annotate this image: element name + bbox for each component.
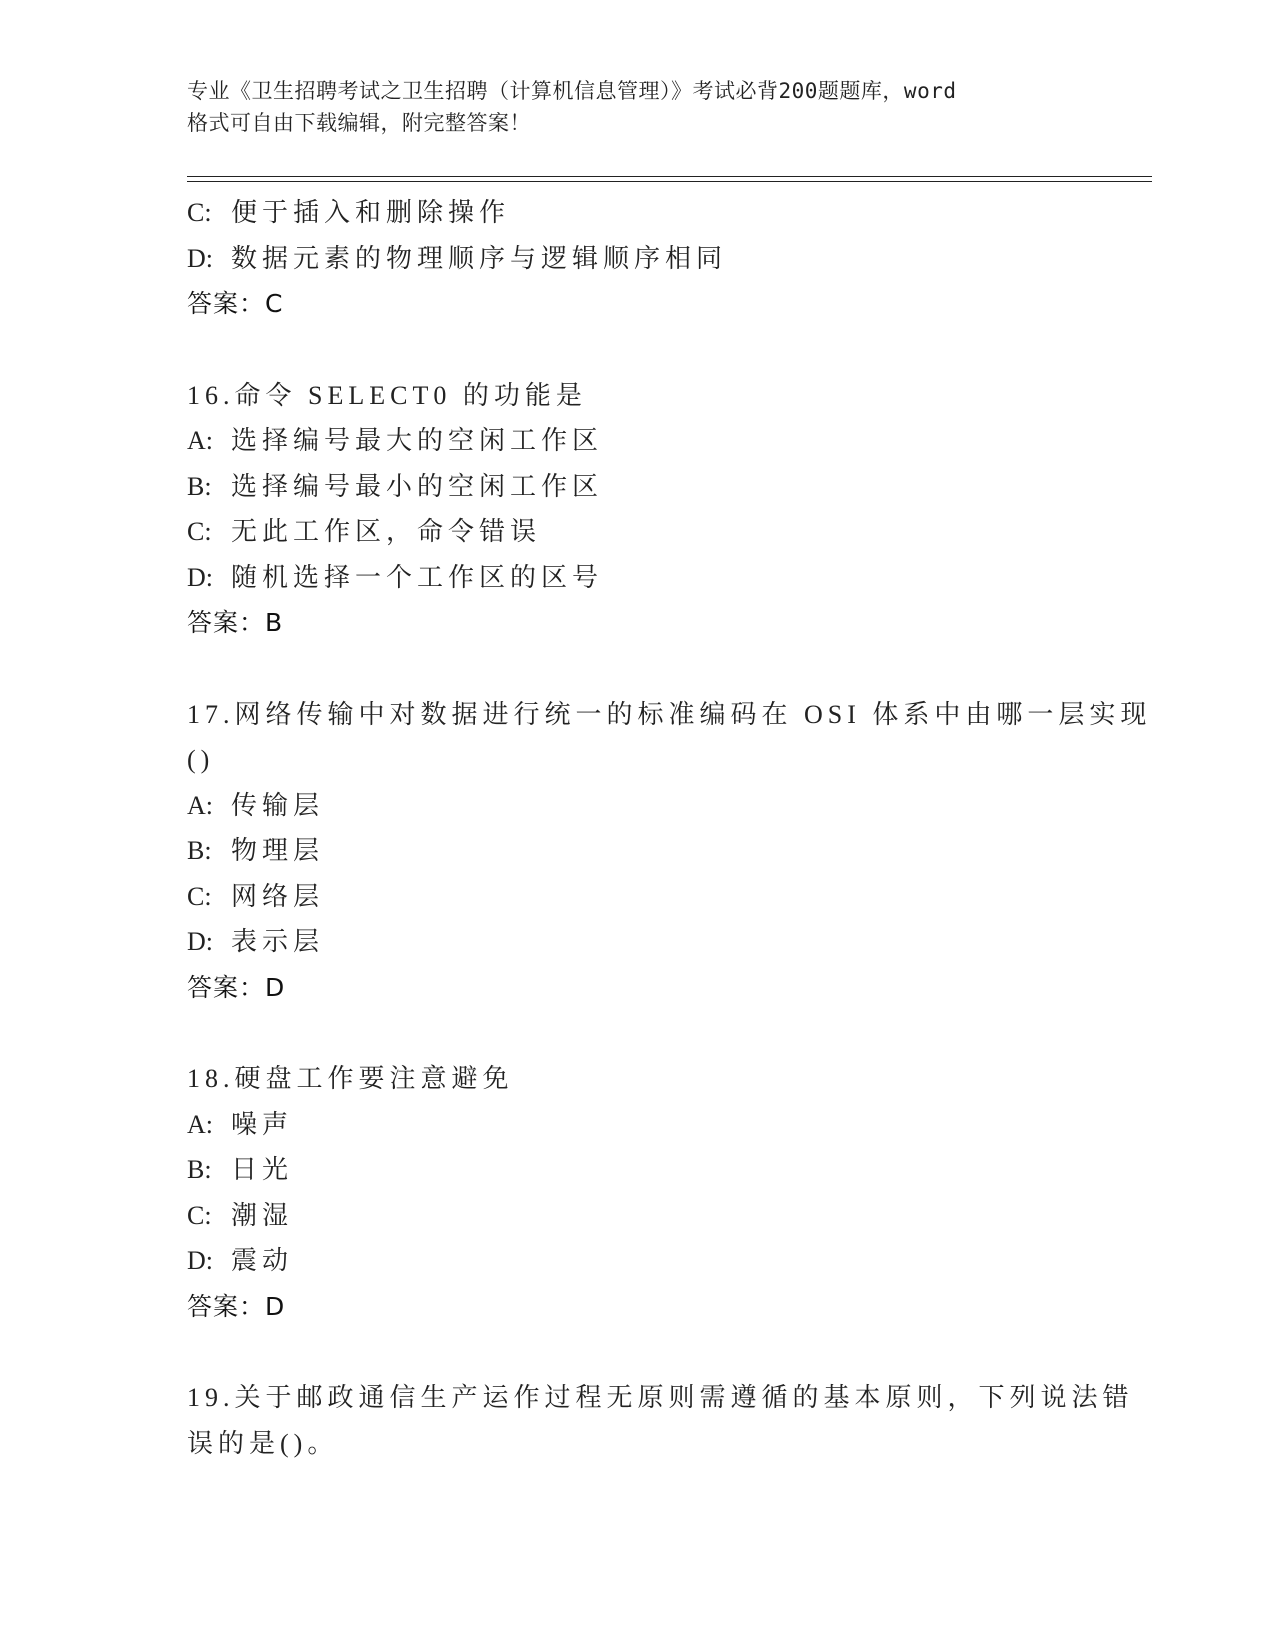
- option-text: 网络层: [231, 881, 325, 911]
- option-text: 随机选择一个工作区的区号: [231, 562, 604, 592]
- option-text: 选择编号最大的空闲工作区: [231, 426, 604, 455]
- option-label: B:: [187, 1155, 212, 1184]
- option-label: B:: [187, 836, 212, 865]
- spacer: [187, 646, 1087, 692]
- answer-line: 答案：D: [187, 972, 286, 1002]
- option-text: 物理层: [231, 836, 325, 865]
- option-label: C:: [187, 1200, 212, 1230]
- option-d: [187, 555, 1087, 601]
- option-a: [187, 783, 1087, 829]
- header-divider-top: [187, 176, 1152, 177]
- option-text: 便于插入和删除操作: [231, 198, 511, 227]
- question-15-tail: [187, 190, 1087, 327]
- option-text: 潮湿: [231, 1200, 294, 1230]
- option-b: [187, 828, 1087, 874]
- option-c: [187, 509, 1087, 555]
- question-stem-line-2: (): [187, 745, 215, 774]
- option-text: 日光: [231, 1155, 294, 1184]
- answer-line: 答案：C: [187, 289, 284, 318]
- option-label: D:: [187, 1246, 213, 1275]
- option-a: [187, 418, 1087, 464]
- question-stem-line-1: 17.网络传输中对数据进行统一的标准编码在 OSI 体系中由哪一层实现: [187, 699, 1152, 729]
- question-18: [187, 1056, 1087, 1329]
- option-text: 噪声: [231, 1109, 294, 1139]
- option-label: C:: [187, 517, 212, 546]
- question-stem-line-2: 误的是()。: [187, 1428, 339, 1458]
- option-text: 数据元素的物理顺序与逻辑顺序相同: [231, 243, 728, 273]
- option-text: 表示层: [231, 927, 325, 956]
- option-b: [187, 464, 1087, 510]
- option-label: B:: [187, 471, 212, 501]
- question-16: [187, 373, 1087, 646]
- option-label: D:: [187, 562, 213, 592]
- option-b: [187, 1147, 1087, 1193]
- question-stem-line-1: 19.关于邮政通信生产运作过程无原则需遵循的基本原则，下列说法错: [187, 1383, 1134, 1412]
- option-d: [187, 236, 1087, 282]
- option-label: C:: [187, 881, 212, 911]
- option-text: 传输层: [231, 790, 325, 820]
- question-list: [187, 190, 1152, 1466]
- option-c: [187, 190, 1087, 236]
- option-label: A:: [187, 426, 213, 455]
- option-label: C:: [187, 198, 212, 227]
- spacer: [187, 327, 1087, 373]
- question-stem: 16.命令 SELECT0 的功能是: [187, 380, 587, 410]
- answer-line: 答案：D: [187, 1291, 286, 1321]
- option-a: [187, 1102, 1087, 1148]
- option-text: 震动: [231, 1246, 294, 1275]
- option-c: [187, 1193, 1087, 1239]
- option-text: 无此工作区，命令错误: [231, 517, 542, 546]
- question-17: [187, 692, 1152, 1011]
- question-19: [187, 1375, 1134, 1466]
- header-title-line-2: 格式可自由下载编辑，附完整答案！: [187, 111, 531, 135]
- document-header: [187, 75, 1087, 139]
- option-d: [187, 1238, 1087, 1284]
- option-d: [187, 919, 1087, 965]
- question-stem: 18.硬盘工作要注意避免: [187, 1064, 514, 1093]
- header-divider-bottom: [187, 181, 1152, 182]
- header-title-line-1: 专业《卫生招聘考试之卫生招聘（计算机信息管理）》考试必背200题题库，word: [187, 79, 957, 103]
- answer-line: 答案：B: [187, 608, 284, 637]
- option-text: 选择编号最小的空闲工作区: [231, 471, 604, 501]
- option-label: D:: [187, 927, 213, 956]
- option-c: [187, 874, 1087, 920]
- spacer: [187, 1329, 1087, 1375]
- spacer: [187, 1010, 1087, 1056]
- option-label: D:: [187, 243, 213, 273]
- option-label: A:: [187, 790, 213, 820]
- option-label: A:: [187, 1109, 213, 1139]
